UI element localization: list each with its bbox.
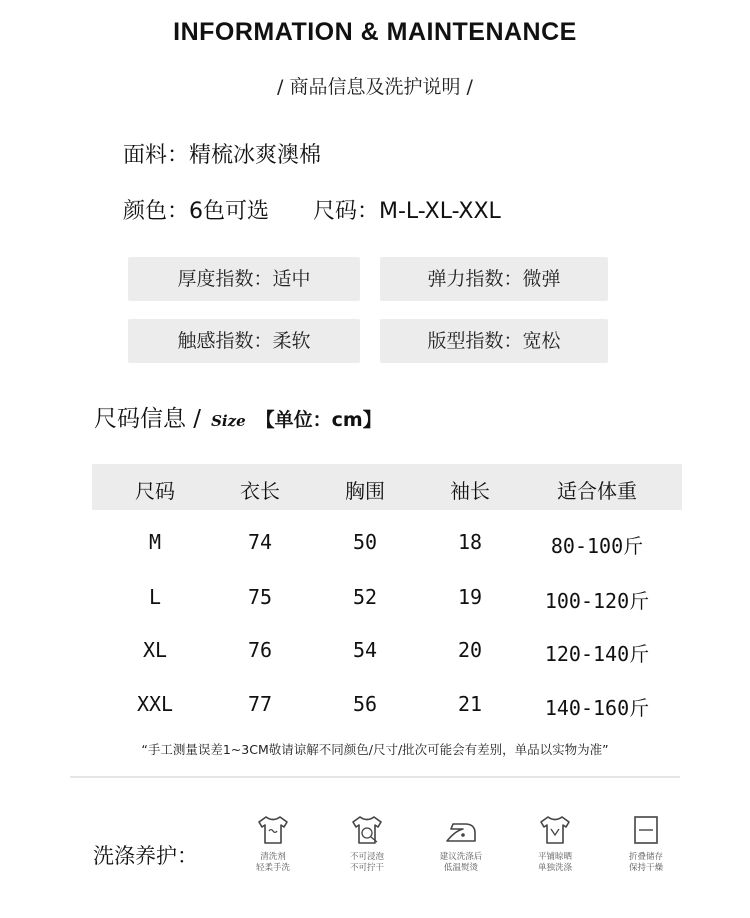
elasticity-index: 弹力指数：微弹	[380, 257, 608, 301]
size-info-unit: 【单位：cm】	[255, 409, 382, 431]
care-hand-wash-line1: 清洗剂	[260, 852, 286, 862]
care-no-soak-line1: 不可浸泡	[349, 852, 384, 862]
table-cell: 140-160斤	[544, 696, 650, 720]
table-cell: XXL	[136, 692, 174, 716]
table-cell: M	[148, 530, 162, 554]
fabric-spec: 面料：精梳冰爽澳棉	[123, 143, 322, 168]
table-header-cell: 尺码	[135, 479, 175, 503]
page-title: INFORMATION & MAINTENANCE	[173, 18, 577, 46]
care-fold-store-line1: 折叠储存	[628, 852, 663, 862]
page-subtitle: / 商品信息及洗护说明 /	[277, 76, 473, 98]
care-flat-dry-line2: 单独洗涤	[537, 863, 572, 873]
table-cell: 77	[247, 692, 273, 716]
care-item-no-soak	[334, 814, 400, 874]
table-cell: 56	[352, 692, 378, 716]
table-cell: L	[148, 585, 162, 609]
table-header-cell: 胸围	[345, 479, 385, 503]
table-cell: 76	[247, 638, 273, 662]
care-item-flat-dry	[522, 814, 588, 874]
measurement-note: “手工测量误差1~3CM敬请谅解不同颜色/尺寸/批次可能会有差别，单品以实物为准”	[141, 742, 609, 757]
fold-store-icon	[626, 814, 666, 846]
color-size-spec	[123, 194, 501, 225]
care-iron-line2: 低温熨烫	[443, 863, 478, 873]
thickness-index: 厚度指数：适中	[128, 257, 360, 301]
care-label: 洗涤养护：	[93, 844, 198, 868]
table-cell: 21	[457, 692, 483, 716]
table-cell: 54	[352, 638, 378, 662]
flat-dry-icon	[535, 814, 575, 846]
care-flat-dry-line1: 平铺晾晒	[537, 852, 572, 862]
table-cell: XL	[142, 638, 168, 662]
iron-low-heat-icon	[441, 814, 481, 846]
table-cell: 74	[247, 530, 273, 554]
care-no-soak-line2: 不可拧干	[349, 863, 384, 873]
size-info-en: Size	[211, 412, 246, 430]
care-item-fold-store	[613, 814, 679, 874]
table-cell: 80-100斤	[550, 534, 644, 558]
table-cell: 50	[352, 530, 378, 554]
size-spec: 尺码：M-L-XL-XXL	[313, 199, 501, 224]
care-fold-store-line2: 保持干燥	[628, 863, 663, 873]
care-hand-wash-line2: 轻柔手洗	[255, 863, 290, 873]
table-cell: 100-120斤	[544, 589, 650, 613]
divider	[70, 776, 680, 778]
table-cell: 52	[352, 585, 378, 609]
care-item-hand-wash	[240, 814, 306, 874]
table-cell: 18	[457, 530, 483, 554]
softness-index: 触感指数：柔软	[128, 319, 360, 363]
table-header-cell: 袖长	[450, 479, 490, 503]
table-cell: 20	[457, 638, 483, 662]
size-info-heading	[94, 400, 382, 433]
table-header-cell: 衣长	[240, 479, 280, 503]
fit-index: 版型指数：宽松	[380, 319, 608, 363]
tshirt-hand-wash-icon	[253, 814, 293, 846]
size-info-title: 尺码信息 /	[94, 406, 202, 432]
care-item-iron	[428, 814, 494, 874]
no-soak-icon	[347, 814, 387, 846]
table-header-cell: 适合体重	[557, 479, 637, 503]
care-iron-line1: 建议洗涤后	[439, 852, 483, 862]
table-cell: 19	[457, 585, 483, 609]
table-cell: 120-140斤	[544, 642, 650, 666]
table-cell: 75	[247, 585, 273, 609]
color-spec: 颜色：6色可选	[123, 199, 269, 224]
